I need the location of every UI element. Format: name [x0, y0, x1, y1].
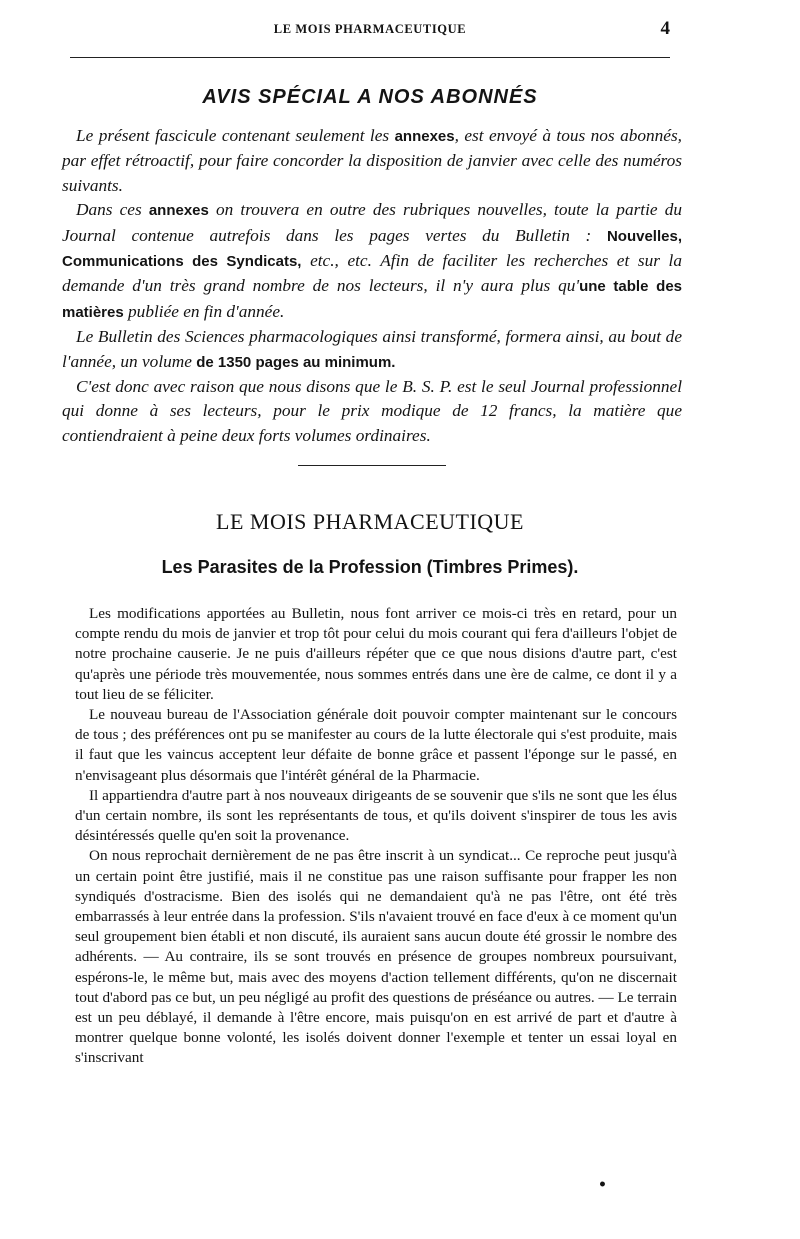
article-paragraph: Il appartiendra d'autre part à nos nouveaux dirigeants de se souvenir que s'ils ne sont que les élus d'un certain nombre, ils sont les représentants de tous, et qu'ils doivent s'inspirer de tous les avis désintéressés quelle qu'en soit la provenance. — [75, 786, 677, 845]
notice-text: Le Bulletin des Sciences pharmacologiques ainsi transformé, formera ainsi, au bout de l'année, un volume — [62, 327, 682, 371]
section-subtitle: Les Parasites de la Profession (Timbres Primes). — [161, 557, 579, 577]
notice-text: on trouvera en outre des rubriques nouvelles, toute la partie du Journal contenue autrefois dans les pages vertes du Bulletin : — [62, 200, 682, 245]
notice-text: Le présent fascicule contenant seulement les — [76, 126, 395, 145]
notice-body — [62, 124, 682, 448]
footer-mark: • — [598, 1177, 607, 1193]
header-rule — [70, 57, 670, 58]
running-head — [70, 18, 670, 44]
notice-paragraph: C'est donc avec raison que nous disons que le B. S. P. est le seul Journal professionnel qui donne à ses lecteurs, pour le prix modique de 12 francs, la matière que contiendraient à peine deux forts volumes ordinaires. — [62, 377, 682, 445]
page-number: 4 — [660, 18, 670, 39]
notice-paragraph — [62, 198, 682, 325]
article-paragraph: On nous reprochait dernièrement de ne pas être inscrit à un syndicat... Ce reproche peut jusqu'à un certain point être justifié, mais il ne constitue pas une raison suffisante pour frapper les non syndiqués d'ostracisme. Bien des isolés qui ne demandaient qu'à ne pas l'être, ont été très embarrassés à leur entrée dans la profession. S'ils n'avaient trouvé en face d'eux à ce moment qu'un seul groupement bien établi et non discuté, ils auraient sans aucun doute été grossir le nombre des adhérents. — Au contraire, ils se sont trouvés en présence de groupes nombreux poursuivant, espérons-le, le même but, mais avec des moyens d'action tellement différents, qu'on ne discernait tout d'abord pas ce but, un peu négligé au profit des questions de préséance ou autres. — Le terrain est un peu déblayé, il demande à l'être encore, mais puisqu'on en est arrivé de part et d'autre à montrer quelque bonne volonté, les isolés doivent donner l'exemple et tenter un essai loyal en s'inscrivant — [75, 847, 677, 1067]
article-paragraph: Les modifications apportées au Bulletin, nous font arriver ce mois-ci très en retard, pour un compte rendu du mois de janvier et trop tôt pour celui du mois courant qui fera d'ailleurs l'objet de notre prochaine causerie. Je ne puis d'ailleurs répéter que ce que nous disions d'autre part, c'est qu'après une période très mouvementée, nous sommes entrés dans une ère de calme, ce dont il y a tout lieu de se féliciter. — [75, 605, 677, 703]
notice-paragraph — [62, 325, 682, 375]
notice-text: etc., etc. Afin de faciliter les recherches et sur la demande d'un très grand nombre de nos lecteurs, il n'y aura plus qu' — [62, 251, 683, 296]
notice-title: AVIS SPÉCIAL A NOS ABONNÉS — [202, 86, 538, 108]
notice-text: publiée en fin d'année. — [123, 301, 285, 321]
section-title: LE MOIS PHARMACEUTIQUE — [216, 509, 524, 534]
notice-bold-text: Nouvelles, Communications des Syndicats, — [62, 227, 682, 271]
notice-bold-text: une table des matières — [62, 278, 682, 321]
article-paragraph: Le nouveau bureau de l'Association générale doit pouvoir compter maintenant sur le concours de tous ; des préférences ont pu se manifester au cours de la lutte électorale qui s'est produite, mais il faut que les vaincus acceptent leur défaite de bonne grâce et passent l'éponge sur le passé, en n'envisageant plus désormais que l'intérêt général de la Pharmacie. — [75, 706, 677, 784]
section-divider — [298, 465, 446, 466]
notice-bold-text: annexes — [148, 202, 209, 220]
notice-text: Dans ces — [76, 200, 149, 220]
article-body — [75, 604, 677, 1069]
notice-bold-text: annexes — [394, 128, 455, 145]
notice-bold-text: de 1350 pages au minimum. — [196, 353, 396, 371]
notice-text: , est envoyé à tous nos abonnés, par effet rétroactif, pour faire concorder la disposition de janvier avec celle des numéros suivants. — [62, 126, 682, 195]
running-head-title: LE MOIS PHARMACEUTIQUE — [273, 22, 467, 36]
notice-paragraph — [62, 124, 682, 198]
